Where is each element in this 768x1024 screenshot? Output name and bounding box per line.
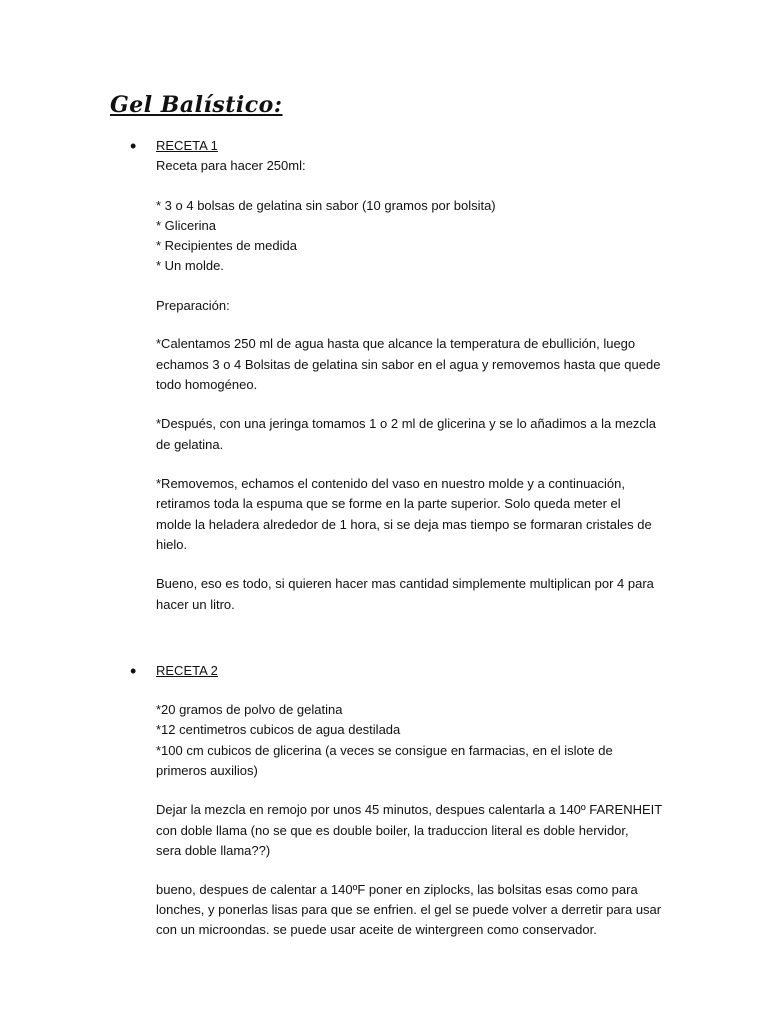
ingredient-line: *20 gramos de polvo de gelatina (156, 702, 343, 717)
ingredient-line: * Glicerina (156, 218, 216, 233)
step-3-line: hielo. (156, 537, 188, 552)
closing-line: Bueno, eso es todo, si quieren hacer mas cantidad simplemente multiplican por 4 para (156, 576, 654, 591)
paragraph-line: con un microondas. se puede usar aceite de wintergreen como conservador. (156, 922, 597, 937)
ingredient-line: *100 cm cubicos de glicerina (a veces se consigue en farmacias, en el islote de (156, 743, 613, 758)
bullet-receta-2: • (130, 661, 137, 681)
paragraph-line: Dejar la mezcla en remojo por unos 45 minutos, despues calentarla a 140º FARENHEIT (156, 802, 663, 817)
step-1-line: todo homogéneo. (156, 377, 258, 392)
receta-1-heading: RECETA 1 (156, 138, 218, 153)
receta-2-heading: RECETA 2 (156, 663, 218, 678)
paragraph-line: lonches, y ponerlas lisas para que se enfrien. el gel se puede volver a derretir para usar (156, 902, 662, 917)
bullet-receta-1: • (130, 136, 137, 156)
page-title: Gel Balístico: (110, 92, 283, 118)
paragraph-line: con doble llama (no se que es double boiler, la traduccion literal es doble hervidor, (156, 823, 629, 838)
step-2-line: de gelatina. (156, 437, 224, 452)
preparation-label: Preparación: (156, 298, 230, 313)
step-3-line: *Removemos, echamos el contenido del vaso en nuestro molde y a continuación, (156, 476, 625, 491)
step-3-line: retiramos toda la espuma que se forme en la parte superior. Solo queda meter el (156, 496, 621, 511)
ingredient-line: primeros auxilios) (156, 763, 258, 778)
ingredient-line: *12 centimetros cubicos de agua destilada (156, 722, 401, 737)
receta-1-subtitle: Receta para hacer 250ml: (156, 158, 306, 173)
ingredient-line: * Un molde. (156, 258, 224, 273)
step-3-line: molde la heladera alrededor de 1 hora, si se deja mas tiempo se formaran cristales de (156, 517, 652, 532)
ingredient-line: * 3 o 4 bolsas de gelatina sin sabor (10 gramos por bolsita) (156, 198, 496, 213)
step-2-line: *Después, con una jeringa tomamos 1 o 2 ml de glicerina y se lo añadimos a la mezcla (156, 416, 657, 431)
closing-line: hacer un litro. (156, 597, 235, 612)
paragraph-line: bueno, despues de calentar a 140ºF poner en ziplocks, las bolsitas esas como para (156, 882, 638, 897)
paragraph-line: sera doble llama??) (156, 843, 271, 858)
step-1-line: *Calentamos 250 ml de agua hasta que alcance la temperatura de ebullición, luego (156, 336, 636, 351)
step-1-line: echamos 3 o 4 Bolsitas de gelatina sin sabor en el agua y removemos hasta que quede (156, 357, 661, 372)
ingredient-line: * Recipientes de medida (156, 238, 297, 253)
